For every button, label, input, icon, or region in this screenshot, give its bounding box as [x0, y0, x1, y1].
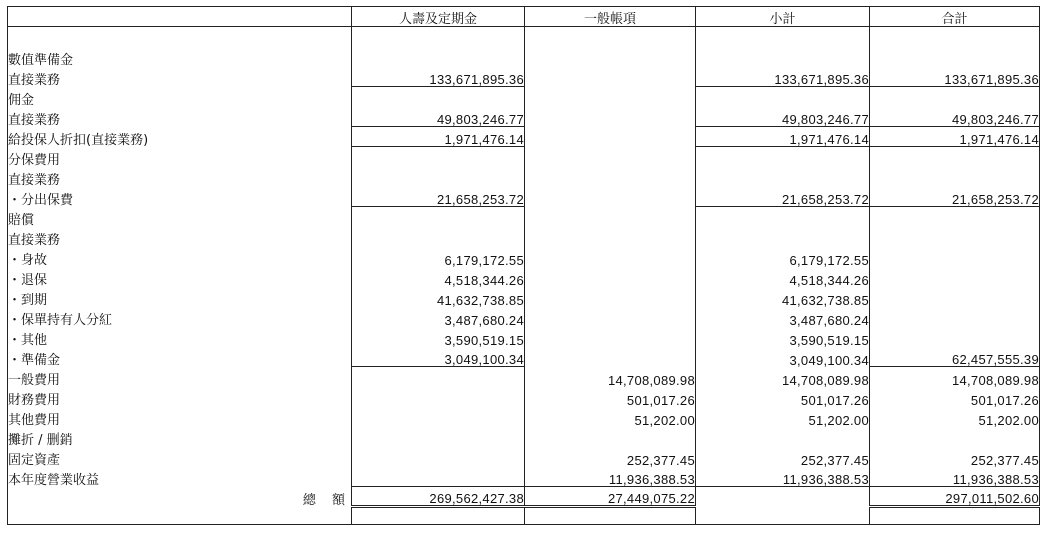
- expense-table: [7, 6, 1040, 525]
- table-row: [8, 47, 1040, 67]
- value-cell: 3,590,519.15: [696, 327, 870, 347]
- total-value-cell: [696, 487, 870, 507]
- row-label: 直接業務: [8, 67, 352, 87]
- table-row: [8, 267, 1040, 287]
- value-cell: 3,590,519.15: [352, 327, 525, 347]
- value-cell: [870, 287, 1040, 307]
- total-label: 總 額: [8, 487, 352, 507]
- total-row: [8, 487, 1040, 507]
- total-value-cell: 269,562,427.38: [352, 487, 525, 507]
- row-label: 直接業務: [8, 107, 352, 127]
- table-row: [8, 227, 1040, 247]
- row-label: 財務費用: [8, 387, 352, 407]
- value-cell: [525, 67, 696, 87]
- header-col-total: [870, 7, 1040, 27]
- value-cell: 14,708,089.98: [696, 367, 870, 387]
- value-cell: 6,179,172.55: [352, 247, 525, 267]
- value-cell: 21,658,253.72: [352, 187, 525, 207]
- value-cell: 252,377.45: [696, 447, 870, 467]
- value-cell: [525, 307, 696, 327]
- value-cell: [525, 227, 696, 247]
- value-cell: [870, 267, 1040, 287]
- value-cell: 51,202.00: [870, 407, 1040, 427]
- row-label: 佣金: [8, 87, 352, 107]
- table-row: [8, 407, 1040, 427]
- total-value-cell: 297,011,502.60: [870, 487, 1040, 507]
- row-label: ・身故: [8, 247, 352, 267]
- row-label: ・到期: [8, 287, 352, 307]
- table-row: [8, 387, 1040, 407]
- value-cell: [352, 207, 525, 227]
- value-cell: 6,179,172.55: [696, 247, 870, 267]
- value-cell: [352, 467, 525, 487]
- value-cell: 14,708,089.98: [525, 367, 696, 387]
- value-cell: 49,803,246.77: [870, 107, 1040, 127]
- value-cell: [870, 327, 1040, 347]
- value-cell: 3,487,680.24: [696, 307, 870, 327]
- table-row: [8, 467, 1040, 487]
- value-cell: [525, 207, 696, 227]
- header-col-general-text: 一般帳項: [583, 12, 636, 27]
- table-row: [8, 147, 1040, 167]
- table-row: [8, 327, 1040, 347]
- row-label: ・準備金: [8, 347, 352, 367]
- header-col-total-text: 合計: [941, 12, 968, 27]
- value-cell: [870, 167, 1040, 187]
- table-row: [8, 247, 1040, 267]
- value-cell: [696, 47, 870, 67]
- value-cell: [525, 267, 696, 287]
- value-cell: 1,971,476.14: [696, 127, 870, 147]
- value-cell: [696, 227, 870, 247]
- value-cell: [870, 87, 1040, 107]
- header-label-cell: [8, 7, 352, 27]
- row-label: 一般費用: [8, 367, 352, 387]
- value-cell: [352, 407, 525, 427]
- value-cell: [352, 447, 525, 467]
- value-cell: 3,049,100.34: [352, 347, 525, 367]
- header-row: [8, 7, 1040, 27]
- value-cell: 41,632,738.85: [696, 287, 870, 307]
- row-label: 直接業務: [8, 227, 352, 247]
- header-col-life-annuity: [352, 7, 525, 27]
- value-cell: [525, 147, 696, 167]
- value-cell: [352, 387, 525, 407]
- value-cell: 14,708,089.98: [870, 367, 1040, 387]
- value-cell: 252,377.45: [525, 447, 696, 467]
- value-cell: [525, 107, 696, 127]
- closing-row: [8, 507, 1040, 525]
- table-row: [8, 127, 1040, 147]
- value-cell: 133,671,895.36: [352, 67, 525, 87]
- table-row: [8, 67, 1040, 87]
- value-cell: [870, 147, 1040, 167]
- value-cell: [352, 147, 525, 167]
- table-row: [8, 287, 1040, 307]
- table-row: [8, 167, 1040, 187]
- value-cell: [352, 87, 525, 107]
- value-cell: [352, 427, 525, 447]
- value-cell: [696, 207, 870, 227]
- row-label: 本年度營業收益: [8, 467, 352, 487]
- header-col-subtotal: [696, 7, 870, 27]
- value-cell: [352, 227, 525, 247]
- row-label: 攤折 / 删銷: [8, 427, 352, 447]
- value-cell: [352, 367, 525, 387]
- value-cell: 252,377.45: [870, 447, 1040, 467]
- value-cell: 51,202.00: [525, 407, 696, 427]
- value-cell: [696, 167, 870, 187]
- value-cell: 51,202.00: [696, 407, 870, 427]
- value-cell: 21,658,253.72: [696, 187, 870, 207]
- value-cell: [525, 347, 696, 367]
- table-row: [8, 107, 1040, 127]
- row-label: ・退保: [8, 267, 352, 287]
- value-cell: [525, 187, 696, 207]
- row-label: ・分出保費: [8, 187, 352, 207]
- value-cell: [870, 47, 1040, 67]
- value-cell: 11,936,388.53: [525, 467, 696, 487]
- total-value-cell: 27,449,075.22: [525, 487, 696, 507]
- value-cell: 501,017.26: [525, 387, 696, 407]
- value-cell: [352, 167, 525, 187]
- table-row: [8, 427, 1040, 447]
- table-row: [8, 367, 1040, 387]
- value-cell: [525, 247, 696, 267]
- value-cell: 21,658,253.72: [870, 187, 1040, 207]
- table-row: [8, 187, 1040, 207]
- value-cell: [525, 167, 696, 187]
- value-cell: 4,518,344.26: [696, 267, 870, 287]
- value-cell: [696, 427, 870, 447]
- value-cell: 11,936,388.53: [870, 467, 1040, 487]
- value-cell: 41,632,738.85: [352, 287, 525, 307]
- value-cell: [525, 427, 696, 447]
- expense-table-body: [8, 7, 1040, 525]
- row-label: ・其他: [8, 327, 352, 347]
- value-cell: 501,017.26: [870, 387, 1040, 407]
- value-cell: 1,971,476.14: [352, 127, 525, 147]
- header-col-subtotal-text: 小計: [769, 12, 796, 27]
- value-cell: [870, 427, 1040, 447]
- value-cell: [525, 327, 696, 347]
- value-cell: 49,803,246.77: [696, 107, 870, 127]
- value-cell: 1,971,476.14: [870, 127, 1040, 147]
- value-cell: 11,936,388.53: [696, 467, 870, 487]
- value-cell: 62,457,555.39: [870, 347, 1040, 367]
- value-cell: [870, 307, 1040, 327]
- value-cell: [525, 47, 696, 67]
- row-label: ・保單持有人分紅: [8, 307, 352, 327]
- value-cell: 3,487,680.24: [352, 307, 525, 327]
- value-cell: 501,017.26: [696, 387, 870, 407]
- value-cell: [525, 127, 696, 147]
- value-cell: [352, 47, 525, 67]
- row-label: 其他費用: [8, 407, 352, 427]
- row-label: 固定資產: [8, 447, 352, 467]
- row-label: 分保費用: [8, 147, 352, 167]
- value-cell: [696, 147, 870, 167]
- table-row: [8, 307, 1040, 327]
- row-label: 給投保人折扣(直接業務): [8, 127, 352, 147]
- row-label: 數值準備金: [8, 47, 352, 67]
- table-row: [8, 447, 1040, 467]
- value-cell: 3,049,100.34: [696, 347, 870, 367]
- value-cell: [696, 87, 870, 107]
- table-row: [8, 87, 1040, 107]
- value-cell: [525, 287, 696, 307]
- header-col-general: [525, 7, 696, 27]
- row-label: 賠償: [8, 207, 352, 227]
- spacer-row: [8, 27, 1040, 47]
- header-col-life-annuity-text: 人壽及定期金: [398, 12, 477, 27]
- value-cell: 4,518,344.26: [352, 267, 525, 287]
- table-row: [8, 207, 1040, 227]
- value-cell: [870, 247, 1040, 267]
- value-cell: [525, 87, 696, 107]
- row-label: 直接業務: [8, 167, 352, 187]
- value-cell: 133,671,895.36: [696, 67, 870, 87]
- value-cell: 133,671,895.36: [870, 67, 1040, 87]
- table-row: [8, 347, 1040, 367]
- value-cell: [870, 207, 1040, 227]
- value-cell: [870, 227, 1040, 247]
- value-cell: 49,803,246.77: [352, 107, 525, 127]
